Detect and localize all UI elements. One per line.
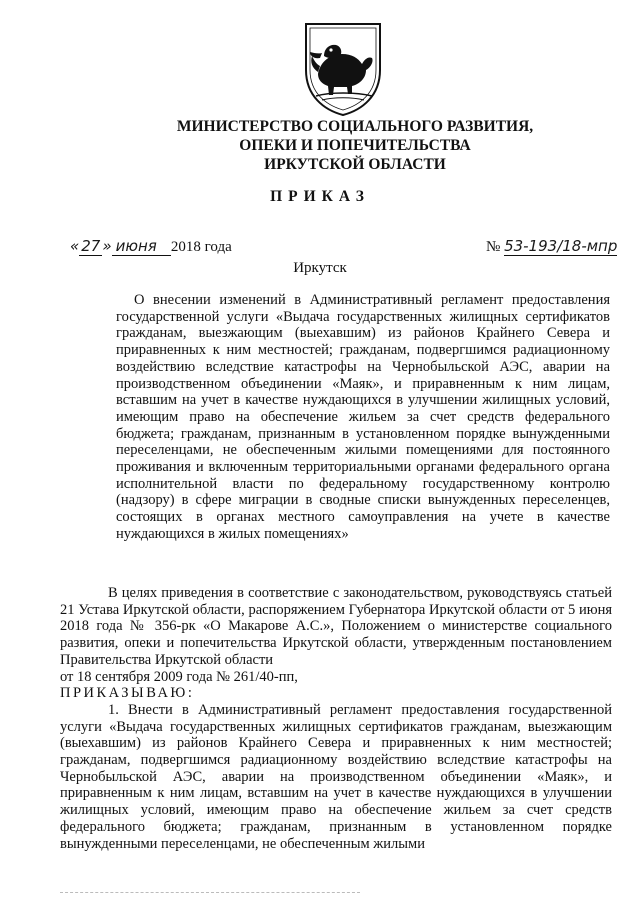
page-edge-divider [60, 892, 360, 894]
date-close-quote: » [102, 237, 112, 255]
date-day: 27 [81, 237, 101, 255]
preamble-text: В целях приведения в соответствие с законодательством, руководствуясь статьей 21 Устава Иркутской области, распоряжением Губернатора Иркутской области от 5 июня 2018 года № 356-рк «О Макарове А.С.», Положением о министерстве социального развития, опеки и попечительства Иркутской области, утвержденным постановлением Правительства Иркутской области [60, 585, 612, 668]
coat-of-arms-icon [300, 18, 386, 118]
order-body [60, 585, 612, 852]
order-title: ПРИКАЗ [270, 188, 370, 205]
order-date [70, 237, 232, 256]
ministry-line-1: МИНИСТЕРСТВО СОЦИАЛЬНОГО РАЗВИТИЯ, [176, 118, 534, 135]
city: Иркутск [293, 260, 347, 276]
number-value: 53-193/18-мпр [504, 237, 618, 255]
number-prefix: № [486, 239, 501, 255]
ministry-header [90, 117, 620, 174]
date-open-quote: « [70, 237, 80, 255]
ministry-line-2: ОПЕКИ И ПОПЕЧИТЕЛЬСТВА [239, 137, 471, 154]
date-year: 2018 года [170, 239, 232, 255]
order-subject [116, 292, 610, 543]
subject-text: О внесении изменений в Административный регламент предоставления государственной услуги «Выдача государственных жилищных сертификатов гражданам, выезжающим (выехавшим) из районов Крайнего Севера и приравненных к ним местностей; гражданам, подвергшимся радиационному воздействию вследствие катастрофы на Чернобыльской АЭС, аварии на производственном объединении «Маяк», и приравненным к ним лицам, вставшим на учет в качестве нуждающихся в улучшении жилищных условий, имеющим право на обеспечение жильем за счет средств федерального бюджета; гражданам, признанным в установленном порядке вынужденными переселенцами, не обеспеченным жилыми помещениями для постоянного проживания и включенным территориальными органами федерального органа исполнительной власти по федеральному государственному контролю (надзору) в сфере миграции в сводные списки вынужденных переселенцев, состоящих в органах местного самоуправления на учете в качестве нуждающихся в жилых помещениях» [116, 292, 610, 542]
item-1: 1. Внести в Административный регламент предоставления государственной услуги «Выдача государственных жилищных сертификатов гражданам, выезжающим (выехавшим) из районов Крайнего Севера и приравненных к ним местностей; гражданам, подвергшимся радиационному воздействию вследствие катастрофы на Чернобыльской АЭС, аварии на производственном объединении «Маяк», и приравненным к ним лицам, вставшим на учет в качестве нуждающихся в улучшении жилищных условий, имеющим право на обеспечение жильем за счет средств федерального бюджета; гражданам, признанным в установленном порядке вынужденными переселенцами, не обеспеченным жилыми [60, 701, 612, 852]
date-month: июня [112, 237, 171, 256]
preamble-date: от 18 сентября 2009 года № 261/40-пп, [60, 668, 298, 685]
ministry-line-3: ИРКУТСКОЙ ОБЛАСТИ [264, 156, 446, 173]
order-number [486, 237, 617, 256]
order-word: ПРИКАЗЫВАЮ: [60, 685, 195, 702]
coat-of-arms-emblem [300, 18, 386, 118]
